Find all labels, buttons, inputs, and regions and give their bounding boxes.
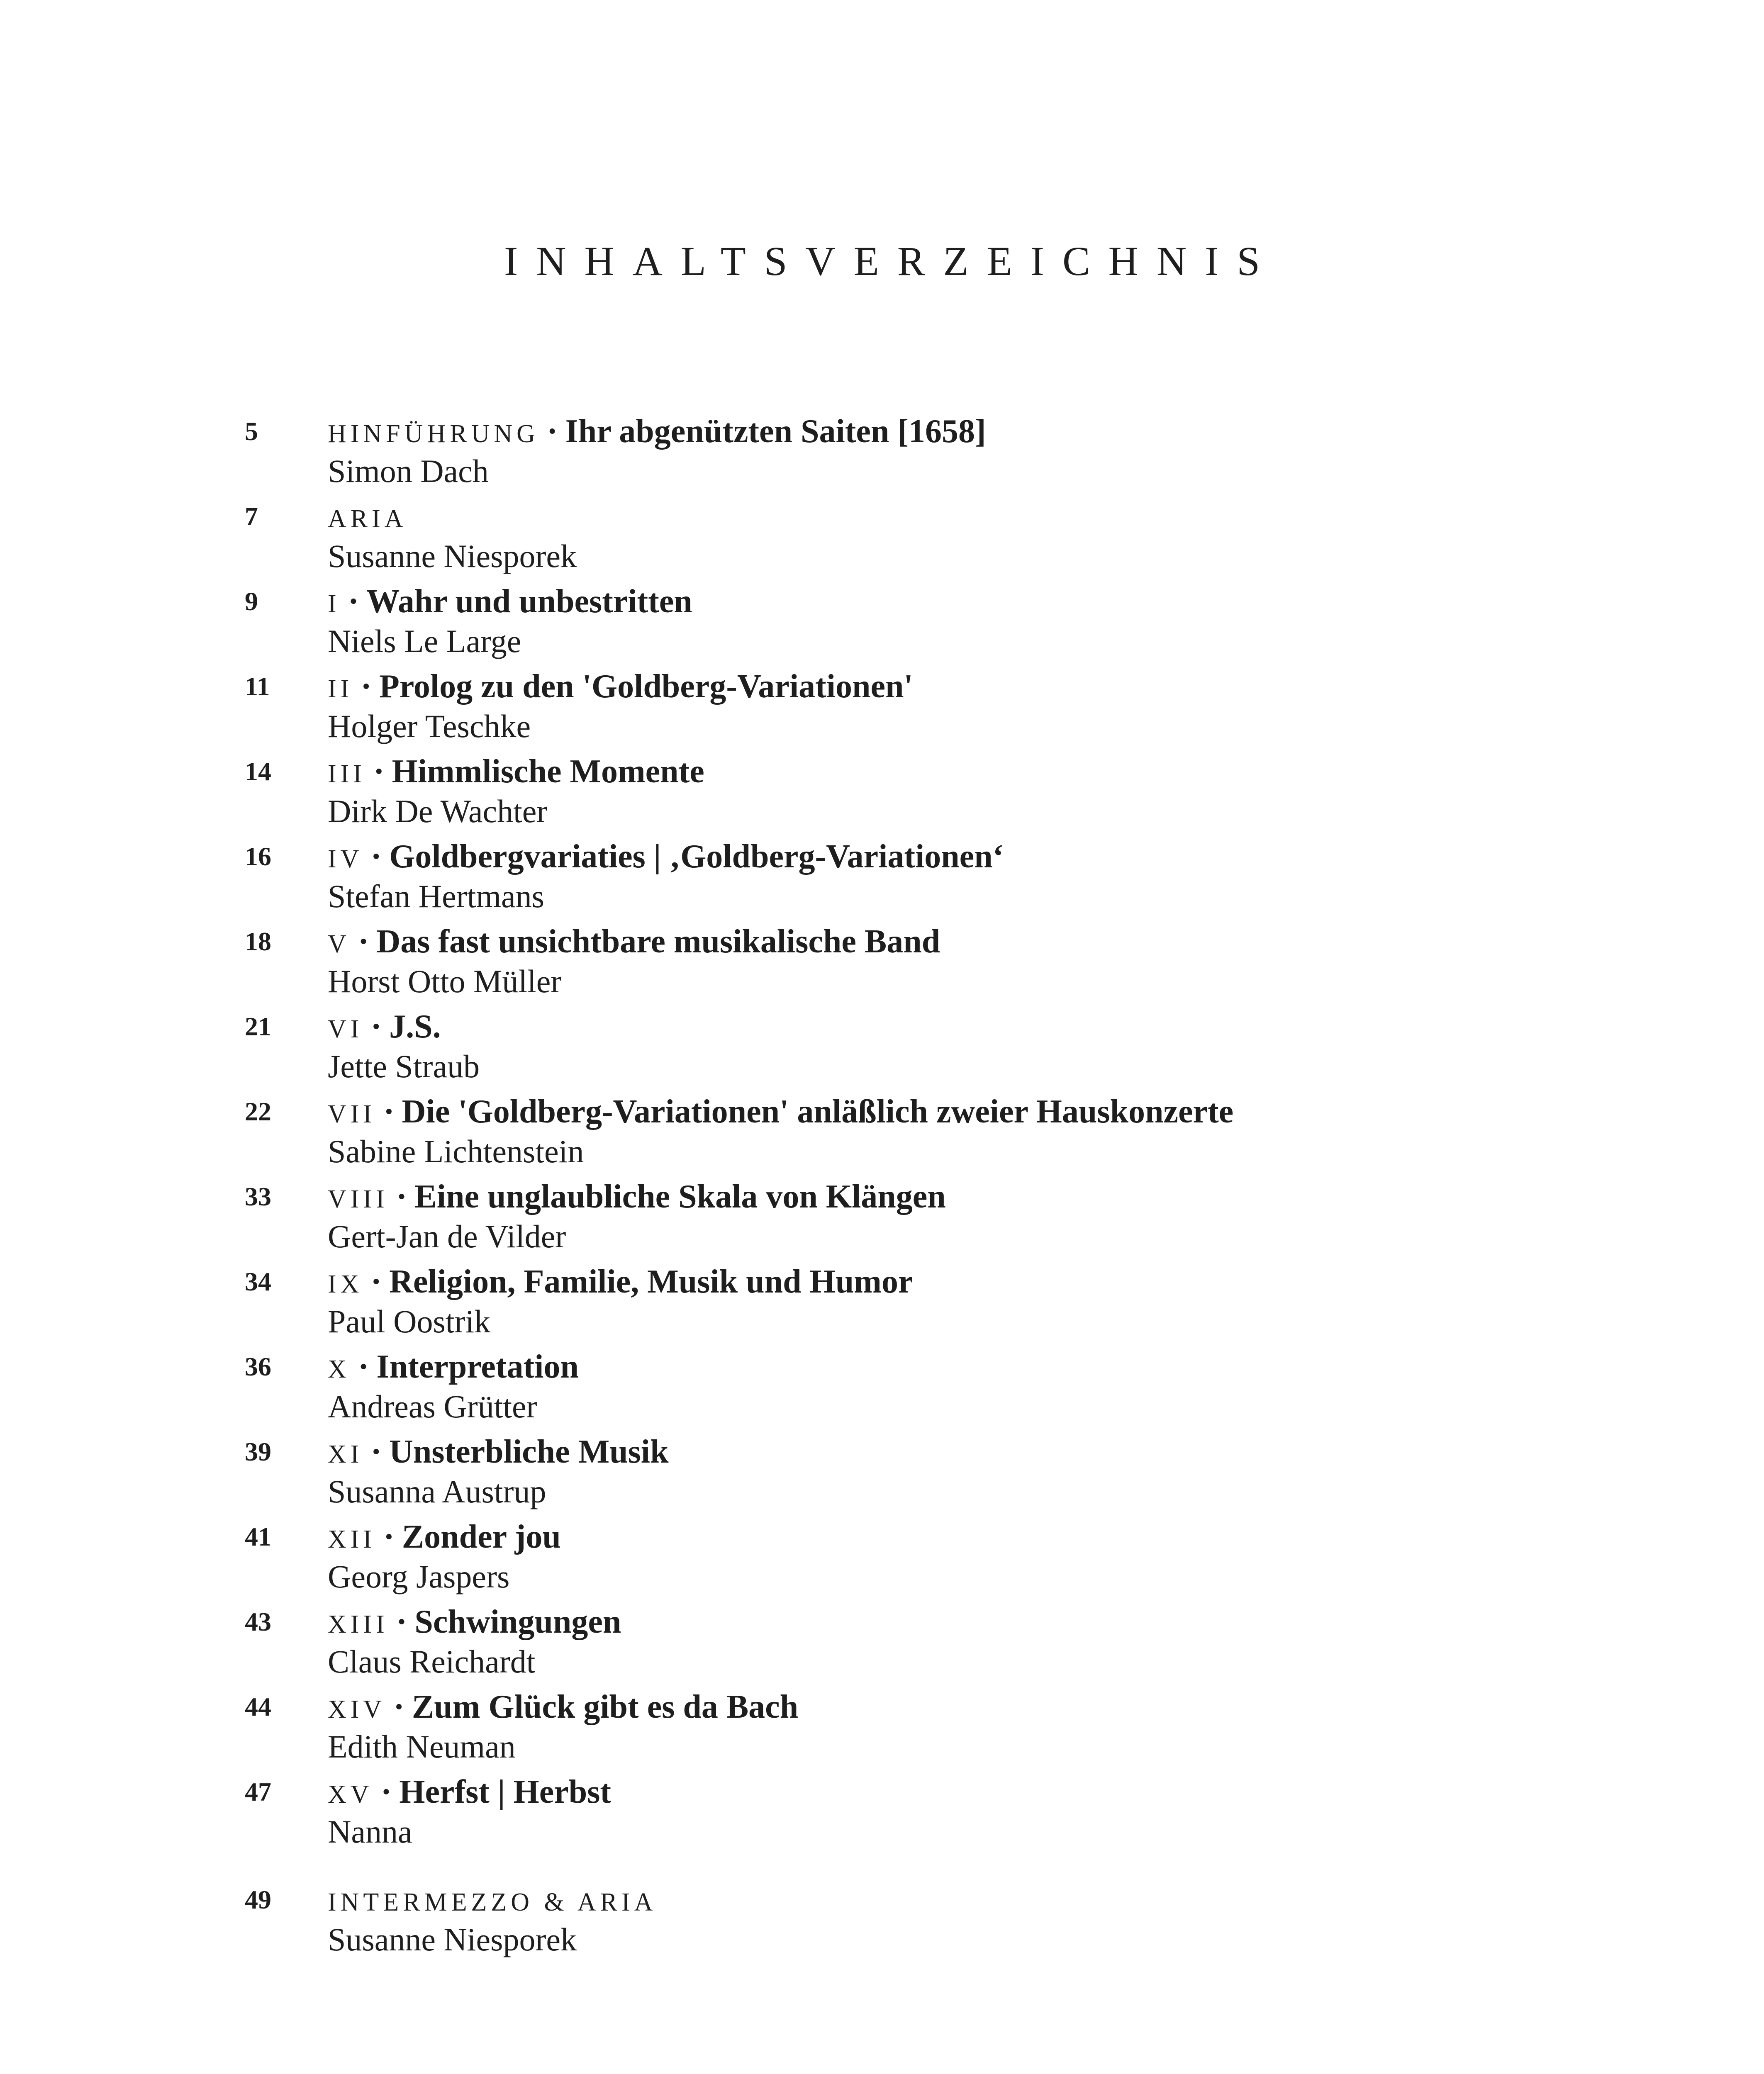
toc-page-number: 33	[245, 1182, 271, 1211]
toc-separator: ·	[383, 1519, 395, 1555]
toc-title: Zonder jou	[402, 1519, 561, 1555]
toc-page-number: 44	[245, 1692, 271, 1721]
toc-author: Stefan Hertmans	[328, 878, 545, 914]
toc-separator: ·	[370, 1008, 382, 1045]
toc-separator: ·	[358, 1349, 369, 1385]
toc-label: XII	[328, 1525, 376, 1553]
toc-title: Unsterbliche Musik	[389, 1434, 669, 1470]
toc-author: Susanne Niesporek	[328, 1921, 577, 1957]
toc-author: Andreas Grütter	[328, 1388, 537, 1424]
toc-label: IV	[328, 845, 363, 873]
toc-author: Gert-Jan de Vilder	[328, 1218, 566, 1254]
toc-page-number: 47	[245, 1777, 271, 1806]
toc-page-number: 14	[245, 757, 271, 786]
toc-page-number: 5	[245, 416, 258, 446]
toc-label: V	[328, 930, 351, 958]
toc-label: IX	[328, 1270, 363, 1298]
toc-separator: ·	[370, 1434, 382, 1470]
toc-label: XIII	[328, 1610, 389, 1638]
toc-page-number: 18	[245, 927, 271, 956]
toc-author: Jette Straub	[328, 1048, 480, 1084]
toc-author: Susanne Niesporek	[328, 538, 577, 574]
toc-label: I	[328, 590, 341, 618]
toc-label: VI	[328, 1015, 363, 1043]
toc-separator: ·	[370, 1263, 382, 1300]
toc-label: XIV	[328, 1695, 386, 1723]
toc-label: XV	[328, 1780, 373, 1809]
toc-label: HINFÜHRUNG	[328, 420, 539, 448]
toc-author: Paul Oostrik	[328, 1303, 491, 1339]
toc-title: Das fast unsichtbare musikalische Band	[376, 923, 940, 960]
toc-page-number: 41	[245, 1522, 271, 1551]
toc-separator: ·	[370, 838, 382, 875]
toc-title: Schwingungen	[414, 1604, 621, 1640]
toc-separator: ·	[348, 583, 359, 620]
toc-separator: ·	[383, 1093, 395, 1130]
toc-label: INTERMEZZO & ARIA	[328, 1888, 657, 1916]
toc-title: Goldbergvariaties | ‚Goldberg-Variationen‘	[389, 838, 1004, 875]
toc-label: ARIA	[328, 505, 407, 533]
toc-separator: ·	[358, 923, 369, 960]
toc-author: Holger Teschke	[328, 708, 531, 744]
toc-label: X	[328, 1355, 351, 1383]
toc-title: Herfst | Herbst	[399, 1774, 612, 1810]
toc-title: Wahr und unbestritten	[366, 583, 692, 620]
toc-page-number: 34	[245, 1267, 271, 1296]
toc-page-number: 9	[245, 587, 258, 616]
toc-title: Prolog zu den 'Goldberg-Variationen'	[379, 668, 913, 705]
toc-title: Zum Glück gibt es da Bach	[412, 1689, 799, 1725]
toc-separator: ·	[380, 1774, 392, 1810]
toc-author: Georg Jaspers	[328, 1558, 510, 1594]
toc-author: Niels Le Large	[328, 623, 521, 659]
toc-separator: ·	[546, 413, 558, 450]
toc-page-number: 43	[245, 1607, 271, 1636]
toc-author: Edith Neuman	[328, 1728, 516, 1765]
toc-author: Claus Reichardt	[328, 1643, 536, 1680]
toc-page-number: 36	[245, 1352, 271, 1381]
toc-label: XI	[328, 1440, 363, 1468]
toc-author: Simon Dach	[328, 453, 489, 489]
toc-title: J.S.	[389, 1008, 441, 1045]
toc-label: VII	[328, 1100, 376, 1128]
toc-author: Horst Otto Müller	[328, 963, 562, 999]
toc-title: Eine unglaubliche Skala von Klängen	[414, 1178, 946, 1215]
toc-separator: ·	[396, 1178, 407, 1215]
toc-page-number: 11	[245, 672, 270, 701]
toc-page-number: 49	[245, 1885, 271, 1914]
toc-page-number: 16	[245, 842, 271, 871]
toc-author: Dirk De Wachter	[328, 793, 548, 829]
toc-label: VIII	[328, 1185, 389, 1213]
toc-page-number: 7	[245, 501, 258, 531]
toc-author: Susanna Austrup	[328, 1473, 546, 1509]
toc-separator: ·	[361, 668, 372, 705]
toc-title: Religion, Familie, Musik und Humor	[389, 1263, 913, 1300]
toc-label: II	[328, 675, 353, 703]
page-title: INHALTSVERZEICHNIS	[504, 238, 1279, 284]
toc-title: Himmlische Momente	[392, 753, 704, 790]
toc-separator: ·	[373, 753, 385, 790]
toc-author: Sabine Lichtenstein	[328, 1133, 584, 1169]
toc-page-number: 21	[245, 1012, 271, 1041]
toc-title: Interpretation	[376, 1349, 579, 1385]
toc-separator: ·	[393, 1689, 404, 1725]
toc-page-number: 22	[245, 1097, 271, 1126]
toc-page-number: 39	[245, 1437, 271, 1466]
toc-separator: ·	[396, 1604, 407, 1640]
toc-label: III	[328, 760, 366, 788]
toc-author: Nanna	[328, 1814, 412, 1850]
toc-title: Ihr abgenützten Saiten [1658]	[565, 413, 986, 450]
toc-title: Die 'Goldberg-Variationen' anläßlich zweier Hauskonzerte	[402, 1093, 1234, 1130]
